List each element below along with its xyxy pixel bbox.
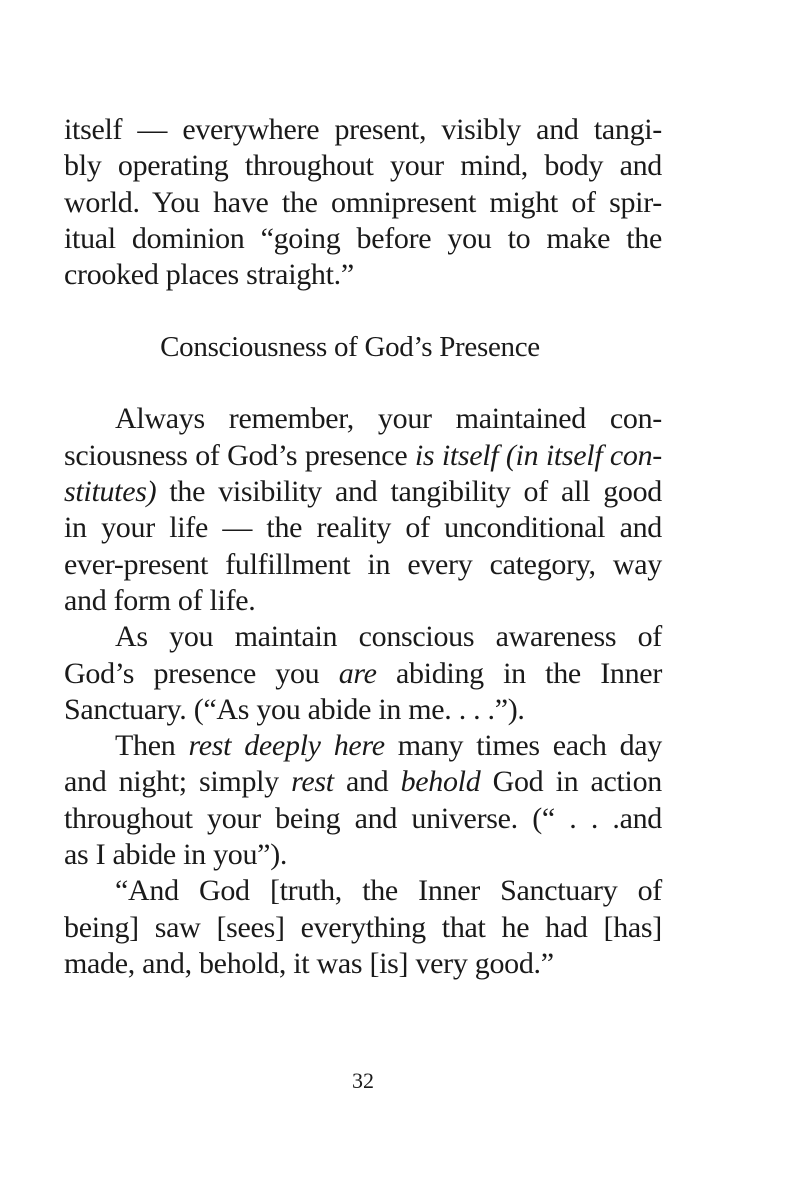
page-body bbox=[64, 112, 662, 982]
text-run: the visibility and tangibility of all good bbox=[156, 475, 662, 509]
text-run: world. You have the omnipresent might of spir- bbox=[64, 185, 662, 219]
text-run: God in action bbox=[480, 765, 662, 799]
text-line bbox=[64, 257, 662, 293]
paragraph bbox=[64, 728, 662, 873]
text-line bbox=[64, 946, 662, 982]
text-run: sciousness of God’s presence bbox=[64, 438, 415, 472]
text-line bbox=[64, 510, 662, 546]
text-line bbox=[64, 185, 662, 221]
paragraph bbox=[64, 401, 662, 619]
text-line bbox=[64, 583, 662, 619]
text-line bbox=[64, 148, 662, 184]
italic-text: are bbox=[338, 656, 377, 690]
text-run: Sanctuary. (“As you abide in me. . . .”). bbox=[64, 692, 525, 726]
text-run: as I abide in you”). bbox=[64, 838, 288, 872]
italic-text: rest bbox=[291, 765, 334, 799]
text-line bbox=[64, 692, 662, 728]
text-line bbox=[64, 401, 662, 437]
text-line bbox=[64, 619, 662, 655]
text-line bbox=[64, 873, 662, 909]
text-line bbox=[64, 656, 662, 692]
text-run: ever-present fulfillment in every category, way bbox=[64, 547, 662, 581]
text-run: Always remember, your maintained con- bbox=[115, 402, 662, 436]
text-line bbox=[64, 221, 662, 257]
page-number: 32 bbox=[352, 1068, 374, 1093]
text-run: many times each day bbox=[384, 729, 662, 763]
text-run: being] saw [sees] everything that he had [has] bbox=[64, 910, 662, 944]
text-run: and bbox=[333, 765, 401, 799]
section-heading: Consciousness of God’s Presence bbox=[160, 331, 540, 364]
text-run: As you maintain conscious awareness of bbox=[115, 620, 662, 654]
paragraph bbox=[64, 873, 662, 982]
text-run: throughout your being and universe. (“ . . .and bbox=[64, 801, 662, 835]
italic-text: is itself (in itself con- bbox=[414, 438, 662, 472]
italic-text: rest deeply here bbox=[188, 729, 385, 763]
text-run: God’s presence you bbox=[64, 656, 339, 690]
italic-text: stitutes) bbox=[64, 475, 157, 509]
text-run: “And God [truth, the Inner Sanctuary of bbox=[115, 874, 662, 908]
text-run: and form of life. bbox=[64, 583, 256, 617]
text-line bbox=[64, 547, 662, 583]
text-line bbox=[64, 764, 662, 800]
paragraph bbox=[64, 619, 662, 728]
italic-text: behold bbox=[400, 765, 481, 799]
text-line bbox=[64, 837, 662, 873]
text-line bbox=[64, 474, 662, 510]
text-run: and night; simply bbox=[64, 765, 292, 799]
text-line bbox=[64, 728, 662, 764]
text-line bbox=[64, 910, 662, 946]
text-line bbox=[64, 438, 662, 474]
text-run: crooked places straight.” bbox=[64, 258, 354, 292]
paragraph bbox=[64, 112, 662, 293]
text-line bbox=[64, 112, 662, 148]
text-run: Then bbox=[115, 729, 189, 763]
text-run: abiding in the Inner bbox=[376, 656, 663, 690]
text-run: bly operating throughout your mind, body and bbox=[64, 149, 662, 183]
text-run: itual dominion “going before you to make the bbox=[64, 221, 662, 255]
text-run: in your life — the reality of unconditional and bbox=[64, 511, 662, 545]
text-run: made, and, behold, it was [is] very good.” bbox=[64, 946, 554, 980]
text-run: itself — everywhere present, visibly and tangi- bbox=[64, 113, 662, 146]
text-line bbox=[64, 801, 662, 837]
